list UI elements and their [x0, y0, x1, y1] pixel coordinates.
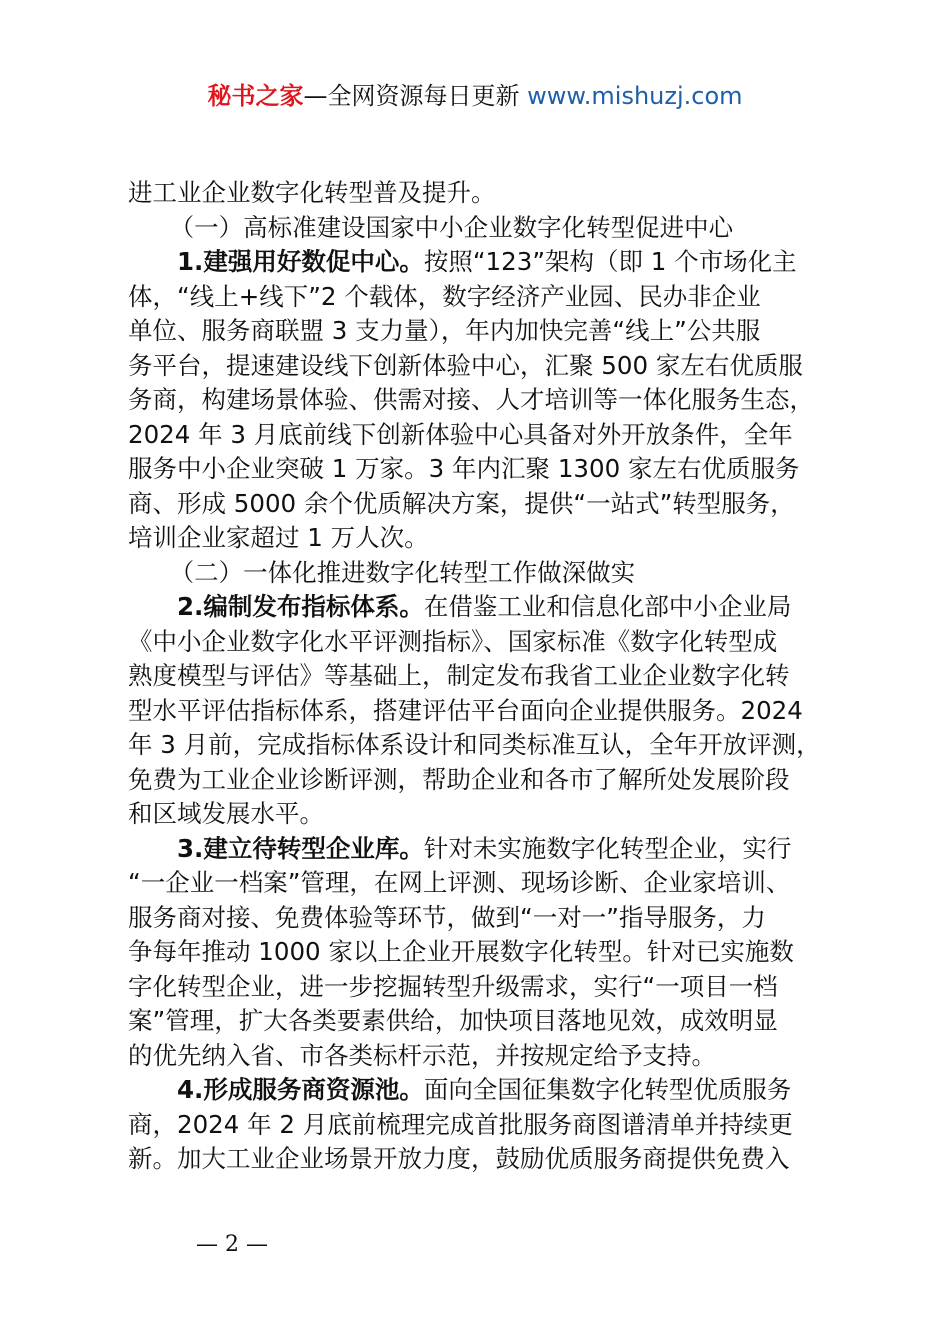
text-line — [128, 832, 828, 867]
text-line — [128, 556, 828, 591]
text-line — [128, 590, 828, 625]
text-line — [128, 1039, 828, 1074]
line-text: 商，2024 年 2 月底前梳理完成首批服务商图谱清单并持续更 — [128, 1109, 793, 1139]
line-text: 务平台，提速建设线下创新体验中心，汇聚 500 家左右优质服 — [128, 350, 803, 380]
text-line — [128, 935, 828, 970]
text-line — [128, 694, 828, 729]
text-line — [128, 176, 828, 211]
text-line — [128, 797, 828, 832]
text-line — [128, 349, 828, 384]
line-text: 培训企业家超过 1 万人次。 — [128, 523, 429, 552]
text-line — [128, 521, 828, 556]
text-line — [128, 728, 828, 763]
text-line — [128, 383, 828, 418]
line-text: 体，“线上+线下”2 个载体，数字经济产业园、民办非企业 — [128, 281, 761, 311]
item-heading: 4.形成服务商资源池。 — [177, 1075, 424, 1104]
site-url: www.mishuzj.com — [527, 82, 743, 110]
line-text: 案”管理，扩大各类要素供给，加快项目落地见效，成效明显 — [128, 1006, 778, 1035]
text-line — [128, 1004, 828, 1039]
text-line — [128, 280, 828, 315]
line-text: 单位、服务商联盟 3 支力量），年内加快完善“线上”公共服 — [128, 316, 761, 345]
site-banner — [0, 80, 950, 112]
line-text: 新。加大工业企业场景开放力度，鼓励优质服务商提供免费入 — [128, 1144, 790, 1173]
item-heading: 3.建立待转型企业库。 — [177, 833, 424, 863]
line-text: 争每年推动 1000 家以上企业开展数字化转型。针对已实施数 — [128, 937, 794, 966]
line-text: 进工业企业数字化转型普及提升。 — [128, 178, 496, 207]
text-line — [128, 487, 828, 522]
banner-tagline: —全网资源每日更新 — [303, 82, 528, 110]
text-line — [128, 245, 828, 280]
text-line — [128, 418, 828, 453]
line-text: 年 3 月前，完成指标体系设计和同类标准互认，全年开放评测， — [128, 730, 821, 759]
text-line — [128, 211, 828, 246]
line-text: 免费为工业企业诊断评测，帮助企业和各市了解所处发展阶段 — [128, 764, 790, 794]
text-line — [128, 452, 828, 487]
line-text: 务商，构建场景体验、供需对接、人才培训等一体化服务生态， — [128, 385, 814, 414]
line-text: 字化转型企业，进一步挖掘转型升级需求，实行“一项目一档 — [128, 971, 778, 1001]
line-text: 《中小企业数字化水平评测指标》、国家标准《数字化转型成 — [128, 626, 778, 656]
line-text: （一）高标准建设国家中小企业数字化转型促进中心 — [169, 212, 734, 242]
text-line — [128, 866, 828, 901]
line-text: “一企业一档案”管理，在网上评测、现场诊断、企业家培训、 — [128, 868, 791, 897]
line-text: 服务商对接、免费体验等环节，做到“一对一”指导服务，力 — [128, 902, 766, 932]
text-line — [128, 1108, 828, 1143]
text-line — [128, 314, 828, 349]
text-line — [128, 659, 828, 694]
item-heading: 2.编制发布指标体系。 — [177, 592, 424, 621]
line-text: （二）一体化推进数字化转型工作做深做实 — [169, 557, 636, 587]
line-text: 商、形成 5000 余个优质解决方案，提供“一站式”转型服务， — [128, 488, 795, 518]
line-text: 型水平评估指标体系，搭建评估平台面向企业提供服务。2024 — [128, 695, 803, 725]
text-line — [128, 625, 828, 660]
page-number: — 2 — — [196, 1232, 268, 1257]
line-text: 2024 年 3 月底前线下创新体验中心具备对外开放条件，全年 — [128, 419, 793, 449]
line-text: 面向全国征集数字化转型优质服务 — [423, 1075, 792, 1104]
line-text: 针对未实施数字化转型企业，实行 — [423, 833, 792, 863]
text-line — [128, 763, 828, 798]
line-text: 的优先纳入省、市各类标杆示范，并按规定给予支持。 — [128, 1040, 716, 1070]
brand-name: 秘书之家 — [207, 82, 304, 110]
line-text: 熟度模型与评估》等基础上，制定发布我省工业企业数字化转 — [128, 661, 790, 690]
text-line — [128, 1073, 828, 1108]
text-line — [128, 1142, 828, 1177]
line-text: 在借鉴工业和信息化部中小企业局 — [423, 592, 792, 621]
line-text: 按照“123”架构（即 1 个市场化主 — [423, 247, 797, 276]
line-text: 服务中小企业突破 1 万家。3 年内汇聚 1300 家左右优质服务 — [128, 454, 800, 483]
line-text: 和区域发展水平。 — [128, 799, 324, 828]
document-body — [128, 176, 828, 1177]
item-heading: 1.建强用好数促中心。 — [177, 247, 424, 276]
text-line — [128, 970, 828, 1005]
text-line — [128, 901, 828, 936]
